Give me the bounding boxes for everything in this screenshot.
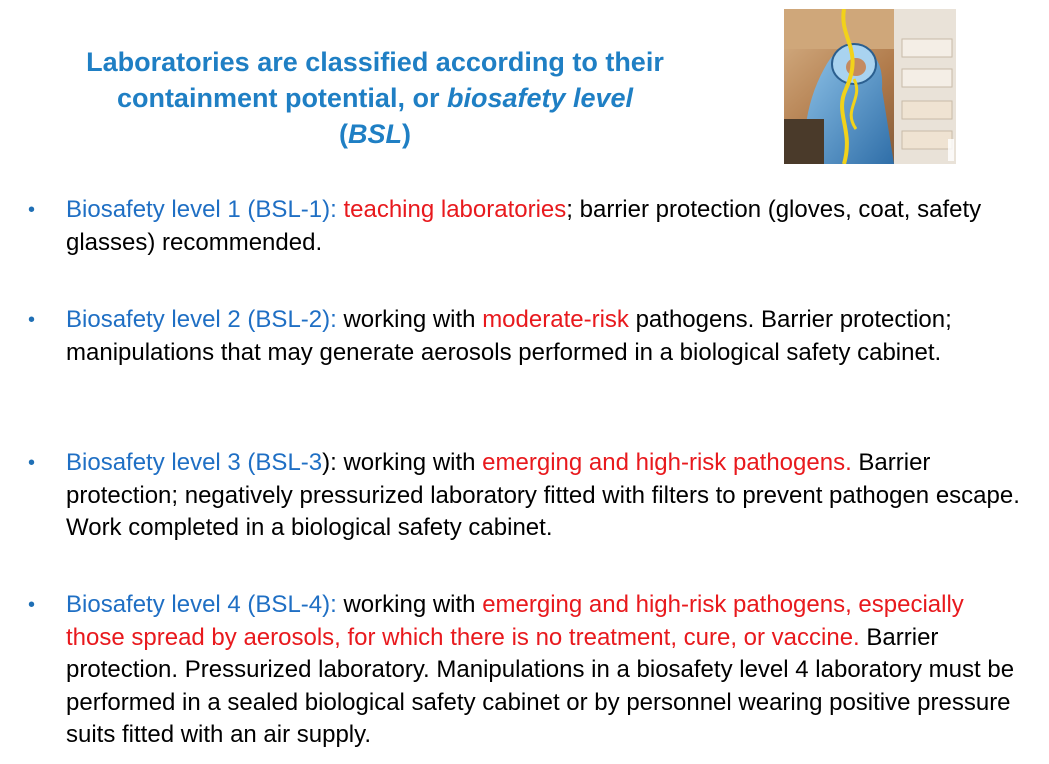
list-item-bsl-1 xyxy=(28,194,1026,259)
title-line-1: Laboratories are classified according to their xyxy=(86,47,664,77)
list-item-bsl-3 xyxy=(28,447,1026,545)
bullet-dot: • xyxy=(28,309,36,331)
bsl-2-text-b: pathogens. Barrier protection; manipulations that may generate aerosols performed in a biological safety cabinet. xyxy=(66,306,952,366)
bsl-4-highlight: emerging and high-risk pathogens, especially those spread by aerosols, for which there is no treatment, cure, or vaccine. xyxy=(66,591,964,651)
bullet-dot: • xyxy=(28,452,36,474)
title-line-2-text: containment potential, or xyxy=(116,83,447,113)
title-italic-term: biosafety level xyxy=(446,83,634,113)
bsl-4-label: Biosafety level 4 (BSL-4): xyxy=(66,591,337,618)
bsl-1-label: Biosafety level 1 (BSL-1): xyxy=(66,196,337,223)
bsl-1-highlight: teaching laboratories xyxy=(343,196,567,223)
bullet-dot: • xyxy=(28,594,36,616)
list-item-bsl-2 xyxy=(28,304,1026,369)
bsl-2-label: Biosafety level 2 (BSL-2): xyxy=(66,306,337,333)
bullet-dot: • xyxy=(28,199,36,221)
title-paren-close: ) xyxy=(402,119,411,149)
bsl-3-label: Biosafety level 3 (BSL-3 xyxy=(66,449,323,476)
bsl-2-text-a: working with xyxy=(336,306,483,333)
title-paren-open: ( xyxy=(339,119,348,149)
bsl-1-text-b: ; barrier protection (gloves, coat, safety glasses) recommended. xyxy=(66,196,982,256)
bsl-4-text-a: working with xyxy=(336,591,483,618)
bsl-2-highlight: moderate-risk xyxy=(482,306,629,333)
title-abbreviation: BSL xyxy=(348,119,402,149)
bsl-4-text-b: Barrier protection. Pressurized laboratory. Manipulations in a biosafety level 4 laboratory must be performed in a sealed biological safety cabinet or by personnel wearing positive pressure suits fitted with an air supply. xyxy=(66,623,1015,748)
bsl-3-text-b: Barrier protection; negatively pressurized laboratory fitted with filters to prevent pathogen escape. Work completed in a biological safety cabinet. xyxy=(66,449,1020,541)
list-item-bsl-4 xyxy=(28,589,1026,752)
bsl-3-highlight: emerging and high-risk pathogens. xyxy=(482,449,852,476)
bsl-3-text-a: ): working with xyxy=(322,449,483,476)
